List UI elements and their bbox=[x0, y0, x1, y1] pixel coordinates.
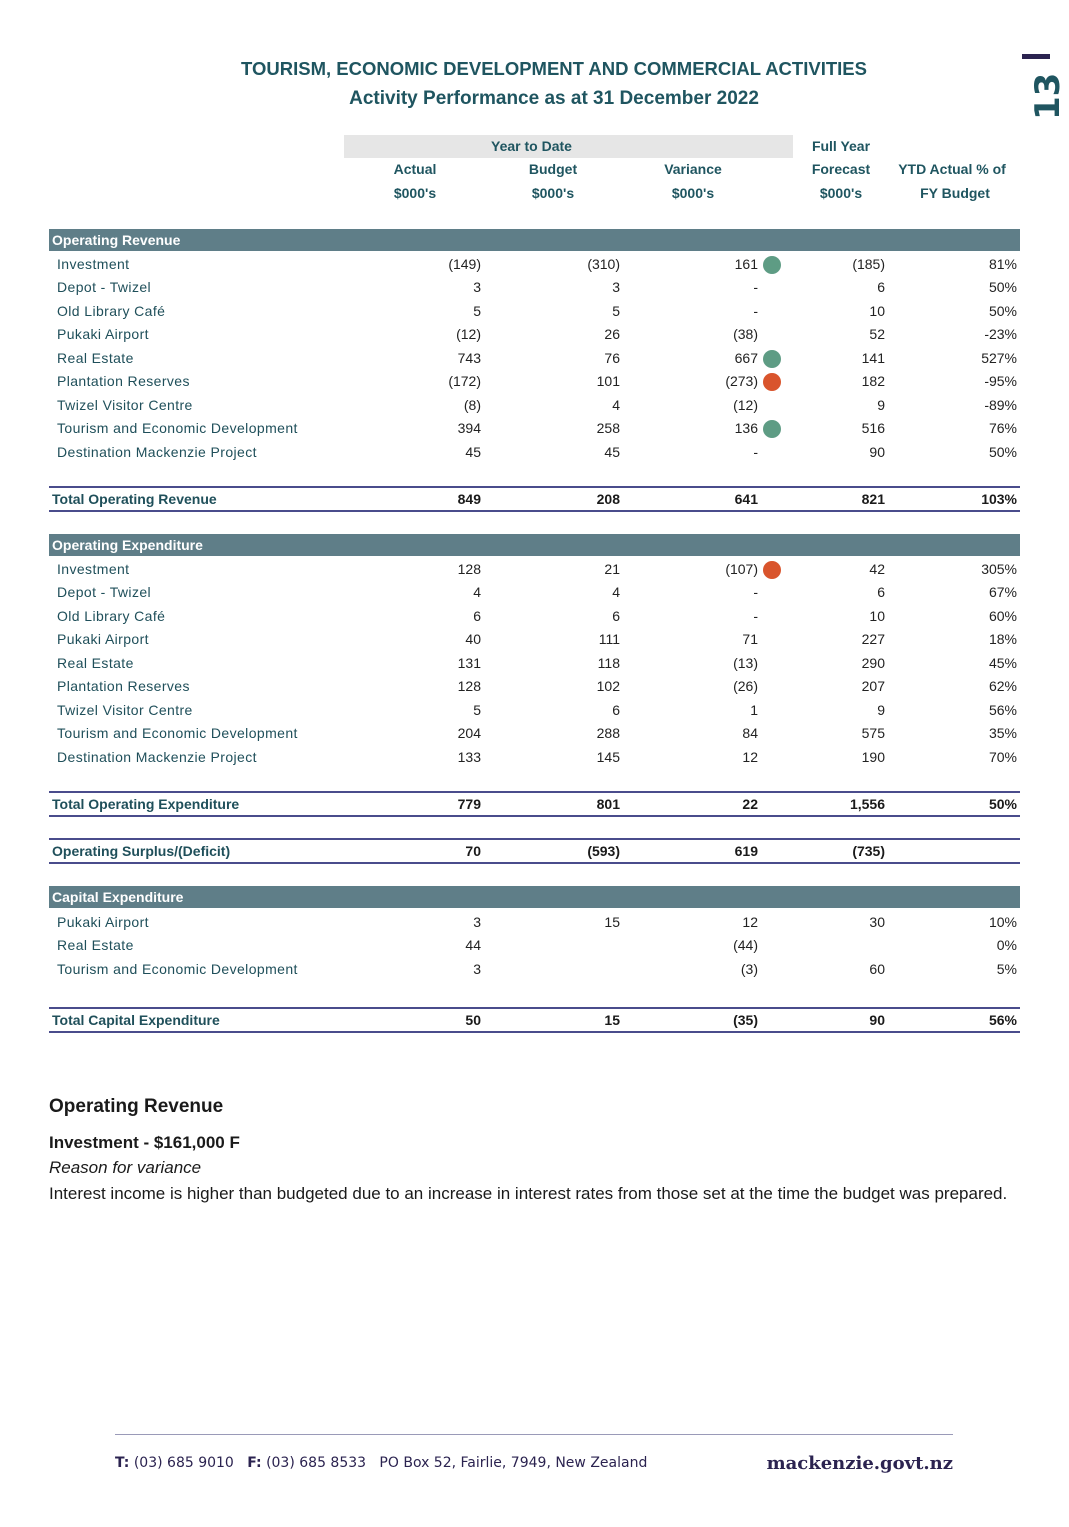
total-budget: 801 bbox=[596, 796, 620, 812]
table-row bbox=[49, 652, 1020, 675]
table-row bbox=[49, 441, 1020, 464]
table-row bbox=[49, 394, 1020, 417]
cell-budget: 6 bbox=[612, 608, 620, 624]
cell-budget: 101 bbox=[596, 373, 620, 389]
row-label: Real Estate bbox=[57, 350, 134, 366]
cell-actual: 133 bbox=[457, 749, 481, 765]
total-budget: 208 bbox=[596, 491, 620, 507]
row-label: Tourism and Economic Development bbox=[57, 961, 298, 977]
cell-actual: 743 bbox=[457, 350, 481, 366]
notes-heading: Operating Revenue bbox=[49, 1096, 224, 1117]
cell-budget: 15 bbox=[604, 914, 620, 930]
cell-forecast: 60 bbox=[869, 961, 885, 977]
cell-ytd-pct: 10% bbox=[988, 914, 1017, 930]
favourable-indicator-icon bbox=[763, 420, 781, 438]
cell-ytd-pct: 76% bbox=[988, 420, 1017, 436]
cell-variance: 12 bbox=[742, 749, 758, 765]
table-row bbox=[49, 628, 1020, 651]
row-label: Pukaki Airport bbox=[57, 631, 149, 647]
cell-ytd-pct: -23% bbox=[984, 326, 1017, 342]
cell-forecast: 42 bbox=[869, 561, 885, 577]
cell-actual: 204 bbox=[457, 725, 481, 741]
header-year-to-date: Year to Date bbox=[491, 138, 572, 154]
cell-variance: 12 bbox=[742, 914, 758, 930]
cell-variance: (273) bbox=[725, 373, 758, 389]
operating-surplus-row bbox=[49, 838, 1020, 864]
unfavourable-indicator-icon bbox=[763, 373, 781, 391]
cell-forecast: 141 bbox=[861, 350, 885, 366]
header-budget-units: $000's bbox=[531, 185, 575, 201]
row-label: Tourism and Economic Development bbox=[57, 420, 298, 436]
cell-actual: 3 bbox=[473, 279, 481, 295]
page-title: TOURISM, ECONOMIC DEVELOPMENT AND COMMERCIAL ACTIVITIES bbox=[241, 58, 867, 79]
total-ytd-pct: 50% bbox=[988, 796, 1017, 812]
cell-ytd-pct: 67% bbox=[988, 584, 1017, 600]
header-ytd-pct-line2: FY Budget bbox=[920, 185, 990, 201]
cell-variance: 161 bbox=[734, 256, 758, 272]
cell-variance: (12) bbox=[733, 397, 758, 413]
row-label: Old Library Café bbox=[57, 608, 166, 624]
total-actual: 779 bbox=[457, 796, 481, 812]
cell-actual: 3 bbox=[473, 961, 481, 977]
cell-budget: 288 bbox=[596, 725, 620, 741]
cell-variance: - bbox=[753, 444, 758, 460]
header-full-year: Full Year bbox=[811, 138, 871, 154]
total-label: Total Operating Revenue bbox=[52, 491, 217, 507]
table-row bbox=[49, 347, 1020, 370]
table-row bbox=[49, 300, 1020, 323]
surplus-variance: 619 bbox=[734, 843, 758, 859]
cell-actual: 3 bbox=[473, 914, 481, 930]
cell-ytd-pct: 0% bbox=[996, 937, 1017, 953]
row-label: Depot - Twizel bbox=[57, 279, 152, 295]
cell-forecast: 190 bbox=[861, 749, 885, 765]
fax-number: (03) 685 8533 bbox=[266, 1455, 367, 1471]
cell-budget: 3 bbox=[612, 279, 620, 295]
favourable-indicator-icon bbox=[763, 256, 781, 274]
cell-forecast: 6 bbox=[877, 279, 885, 295]
cell-variance: 84 bbox=[742, 725, 758, 741]
cell-ytd-pct: 56% bbox=[988, 702, 1017, 718]
cell-forecast: 516 bbox=[861, 420, 885, 436]
table-row bbox=[49, 323, 1020, 346]
cell-budget: 102 bbox=[596, 678, 620, 694]
cell-actual: 5 bbox=[473, 702, 481, 718]
cell-forecast: 290 bbox=[861, 655, 885, 671]
cell-budget: 6 bbox=[612, 702, 620, 718]
table-row bbox=[49, 699, 1020, 722]
cell-forecast: 30 bbox=[869, 914, 885, 930]
cell-actual: 45 bbox=[465, 444, 481, 460]
cell-actual: 131 bbox=[457, 655, 481, 671]
total-variance: 641 bbox=[734, 491, 758, 507]
row-label: Pukaki Airport bbox=[57, 914, 149, 930]
table-row bbox=[49, 675, 1020, 698]
surplus-actual: 70 bbox=[465, 843, 481, 859]
cell-ytd-pct: 45% bbox=[988, 655, 1017, 671]
cell-actual: 40 bbox=[465, 631, 481, 647]
cell-variance: - bbox=[753, 608, 758, 624]
notes-item-title: Investment - $161,000 F bbox=[49, 1133, 240, 1152]
cell-budget: 118 bbox=[597, 655, 620, 671]
cell-forecast: 9 bbox=[877, 702, 885, 718]
cell-ytd-pct: 18% bbox=[988, 631, 1017, 647]
cell-ytd-pct: 81% bbox=[988, 256, 1017, 272]
cell-forecast: 182 bbox=[861, 373, 885, 389]
total-forecast: 821 bbox=[861, 491, 885, 507]
notes-reason-label: Reason for variance bbox=[49, 1158, 202, 1177]
cell-actual: 128 bbox=[457, 561, 481, 577]
row-label: Tourism and Economic Development bbox=[57, 725, 298, 741]
table-row bbox=[49, 934, 1020, 957]
section-operating-revenue: Operating Revenue bbox=[49, 229, 1020, 251]
cell-budget: 258 bbox=[596, 420, 620, 436]
cell-forecast: 207 bbox=[861, 678, 885, 694]
row-label: Investment bbox=[57, 561, 130, 577]
table-row bbox=[49, 911, 1020, 934]
cell-actual: (12) bbox=[456, 326, 481, 342]
cell-forecast: (185) bbox=[852, 256, 885, 272]
cell-variance: 667 bbox=[734, 350, 758, 366]
cell-forecast: 6 bbox=[877, 584, 885, 600]
row-label: Destination Mackenzie Project bbox=[57, 749, 257, 765]
unfavourable-indicator-icon bbox=[763, 561, 781, 579]
cell-budget: 21 bbox=[604, 561, 620, 577]
cell-ytd-pct: -89% bbox=[984, 397, 1017, 413]
row-label: Destination Mackenzie Project bbox=[57, 444, 257, 460]
cell-ytd-pct: 527% bbox=[981, 350, 1017, 366]
cell-actual: (172) bbox=[448, 373, 481, 389]
total-label: Total Operating Expenditure bbox=[52, 796, 240, 812]
table-row bbox=[49, 276, 1020, 299]
cell-variance: 136 bbox=[734, 420, 758, 436]
header-budget: Budget bbox=[528, 161, 578, 177]
header-ytd-pct-line1: YTD Actual % of bbox=[898, 161, 1006, 177]
cell-actual: 5 bbox=[473, 303, 481, 319]
total-budget: 15 bbox=[604, 1012, 620, 1028]
cell-actual: 6 bbox=[473, 608, 481, 624]
table-row bbox=[49, 581, 1020, 604]
table-row bbox=[49, 370, 1020, 393]
row-label: Real Estate bbox=[57, 937, 134, 953]
section-capital-expenditure: Capital Expenditure bbox=[49, 886, 1020, 908]
row-label: Pukaki Airport bbox=[57, 326, 149, 342]
postal-address: PO Box 52, Fairlie, 7949, New Zealand bbox=[379, 1455, 648, 1471]
cell-ytd-pct: 50% bbox=[988, 279, 1017, 295]
cell-budget: 76 bbox=[604, 350, 620, 366]
cell-variance: - bbox=[753, 279, 758, 295]
table-row bbox=[49, 605, 1020, 628]
row-label: Old Library Café bbox=[57, 303, 166, 319]
row-label: Plantation Reserves bbox=[57, 678, 190, 694]
cell-ytd-pct: 5% bbox=[996, 961, 1017, 977]
total-label: Total Capital Expenditure bbox=[52, 1012, 220, 1028]
notes-body: Interest income is higher than budgeted due to an increase in interest rates from those set at the time the budget was prepared. bbox=[49, 1184, 1008, 1203]
header-variance-units: $000's bbox=[671, 185, 715, 201]
cell-variance: - bbox=[753, 584, 758, 600]
total-ytd-pct: 56% bbox=[988, 1012, 1017, 1028]
cell-forecast: 52 bbox=[869, 326, 885, 342]
cell-forecast: 9 bbox=[877, 397, 885, 413]
cell-budget: 26 bbox=[604, 326, 620, 342]
cell-actual: 4 bbox=[473, 584, 481, 600]
surplus-budget: (593) bbox=[587, 843, 620, 859]
cell-forecast: 10 bbox=[869, 303, 885, 319]
total-forecast: 90 bbox=[869, 1012, 885, 1028]
cell-forecast: 575 bbox=[861, 725, 885, 741]
title-block bbox=[0, 56, 1069, 116]
cell-actual: 394 bbox=[457, 420, 481, 436]
favourable-indicator-icon bbox=[763, 350, 781, 368]
table-row bbox=[49, 417, 1020, 440]
header-variance: Variance bbox=[664, 161, 722, 177]
cell-actual: 44 bbox=[465, 937, 481, 953]
table-row bbox=[49, 746, 1020, 769]
cell-ytd-pct: 60% bbox=[988, 608, 1017, 624]
total-ytd-pct: 103% bbox=[981, 491, 1017, 507]
table-row bbox=[49, 558, 1020, 581]
row-label: Real Estate bbox=[57, 655, 134, 671]
cell-ytd-pct: 305% bbox=[981, 561, 1017, 577]
cell-variance: - bbox=[753, 303, 758, 319]
section-operating-expenditure: Operating Expenditure bbox=[49, 534, 1020, 556]
variance-notes bbox=[49, 1096, 1029, 1207]
total-capital-expenditure-row bbox=[49, 1007, 1020, 1033]
cell-variance: (44) bbox=[733, 937, 758, 953]
row-label: Twizel Visitor Centre bbox=[57, 702, 193, 718]
header-actual-units: $000's bbox=[393, 185, 437, 201]
cell-ytd-pct: 50% bbox=[988, 444, 1017, 460]
header-actual: Actual bbox=[393, 161, 437, 177]
cell-actual: 128 bbox=[457, 678, 481, 694]
cell-variance: 1 bbox=[750, 702, 758, 718]
surplus-label: Operating Surplus/(Deficit) bbox=[52, 843, 231, 859]
cell-ytd-pct: 35% bbox=[988, 725, 1017, 741]
cell-variance: (13) bbox=[733, 655, 758, 671]
footer-divider bbox=[115, 1434, 953, 1435]
footer bbox=[115, 1455, 953, 1479]
cell-variance: (26) bbox=[733, 678, 758, 694]
cell-variance: 71 bbox=[742, 631, 758, 647]
cell-variance: (38) bbox=[733, 326, 758, 342]
cell-variance: (3) bbox=[740, 961, 758, 977]
table-row bbox=[49, 958, 1020, 981]
cell-budget: 145 bbox=[596, 749, 620, 765]
page-number: 13 bbox=[1028, 72, 1068, 120]
cell-variance: (107) bbox=[725, 561, 758, 577]
total-variance: 22 bbox=[742, 796, 758, 812]
total-actual: 849 bbox=[457, 491, 481, 507]
row-label: Twizel Visitor Centre bbox=[57, 397, 193, 413]
total-forecast: 1,556 bbox=[849, 796, 885, 812]
footer-contact bbox=[115, 1455, 647, 1471]
cell-ytd-pct: 50% bbox=[988, 303, 1017, 319]
row-label: Investment bbox=[57, 256, 130, 272]
website-link[interactable]: mackenzie.govt.nz bbox=[766, 1453, 953, 1474]
phone-label: T: bbox=[115, 1455, 130, 1471]
cell-budget: 4 bbox=[612, 397, 620, 413]
cell-forecast: 90 bbox=[869, 444, 885, 460]
cell-ytd-pct: 70% bbox=[988, 749, 1017, 765]
cell-budget: 4 bbox=[612, 584, 620, 600]
cell-ytd-pct: -95% bbox=[984, 373, 1017, 389]
cell-forecast: 10 bbox=[869, 608, 885, 624]
total-actual: 50 bbox=[465, 1012, 481, 1028]
header-forecast-units: $000's bbox=[819, 185, 863, 201]
table-row bbox=[49, 253, 1020, 276]
cell-budget: 111 bbox=[598, 631, 620, 647]
cell-actual: (149) bbox=[448, 256, 481, 272]
total-variance: (35) bbox=[733, 1012, 758, 1028]
surplus-forecast: (735) bbox=[852, 843, 885, 859]
row-label: Depot - Twizel bbox=[57, 584, 152, 600]
page-subtitle: Activity Performance as at 31 December 2022 bbox=[349, 88, 759, 109]
total-operating-revenue-row bbox=[49, 486, 1020, 512]
header-forecast: Forecast bbox=[811, 161, 871, 177]
cell-forecast: 227 bbox=[861, 631, 885, 647]
row-label: Plantation Reserves bbox=[57, 373, 190, 389]
cell-actual: (8) bbox=[463, 397, 481, 413]
phone-number: (03) 685 9010 bbox=[133, 1455, 234, 1471]
fax-label: F: bbox=[247, 1455, 262, 1471]
cell-ytd-pct: 62% bbox=[988, 678, 1017, 694]
cell-budget: (310) bbox=[587, 256, 620, 272]
cell-budget: 5 bbox=[612, 303, 620, 319]
table-row bbox=[49, 722, 1020, 745]
cell-budget: 45 bbox=[604, 444, 620, 460]
total-operating-expenditure-row bbox=[49, 791, 1020, 817]
